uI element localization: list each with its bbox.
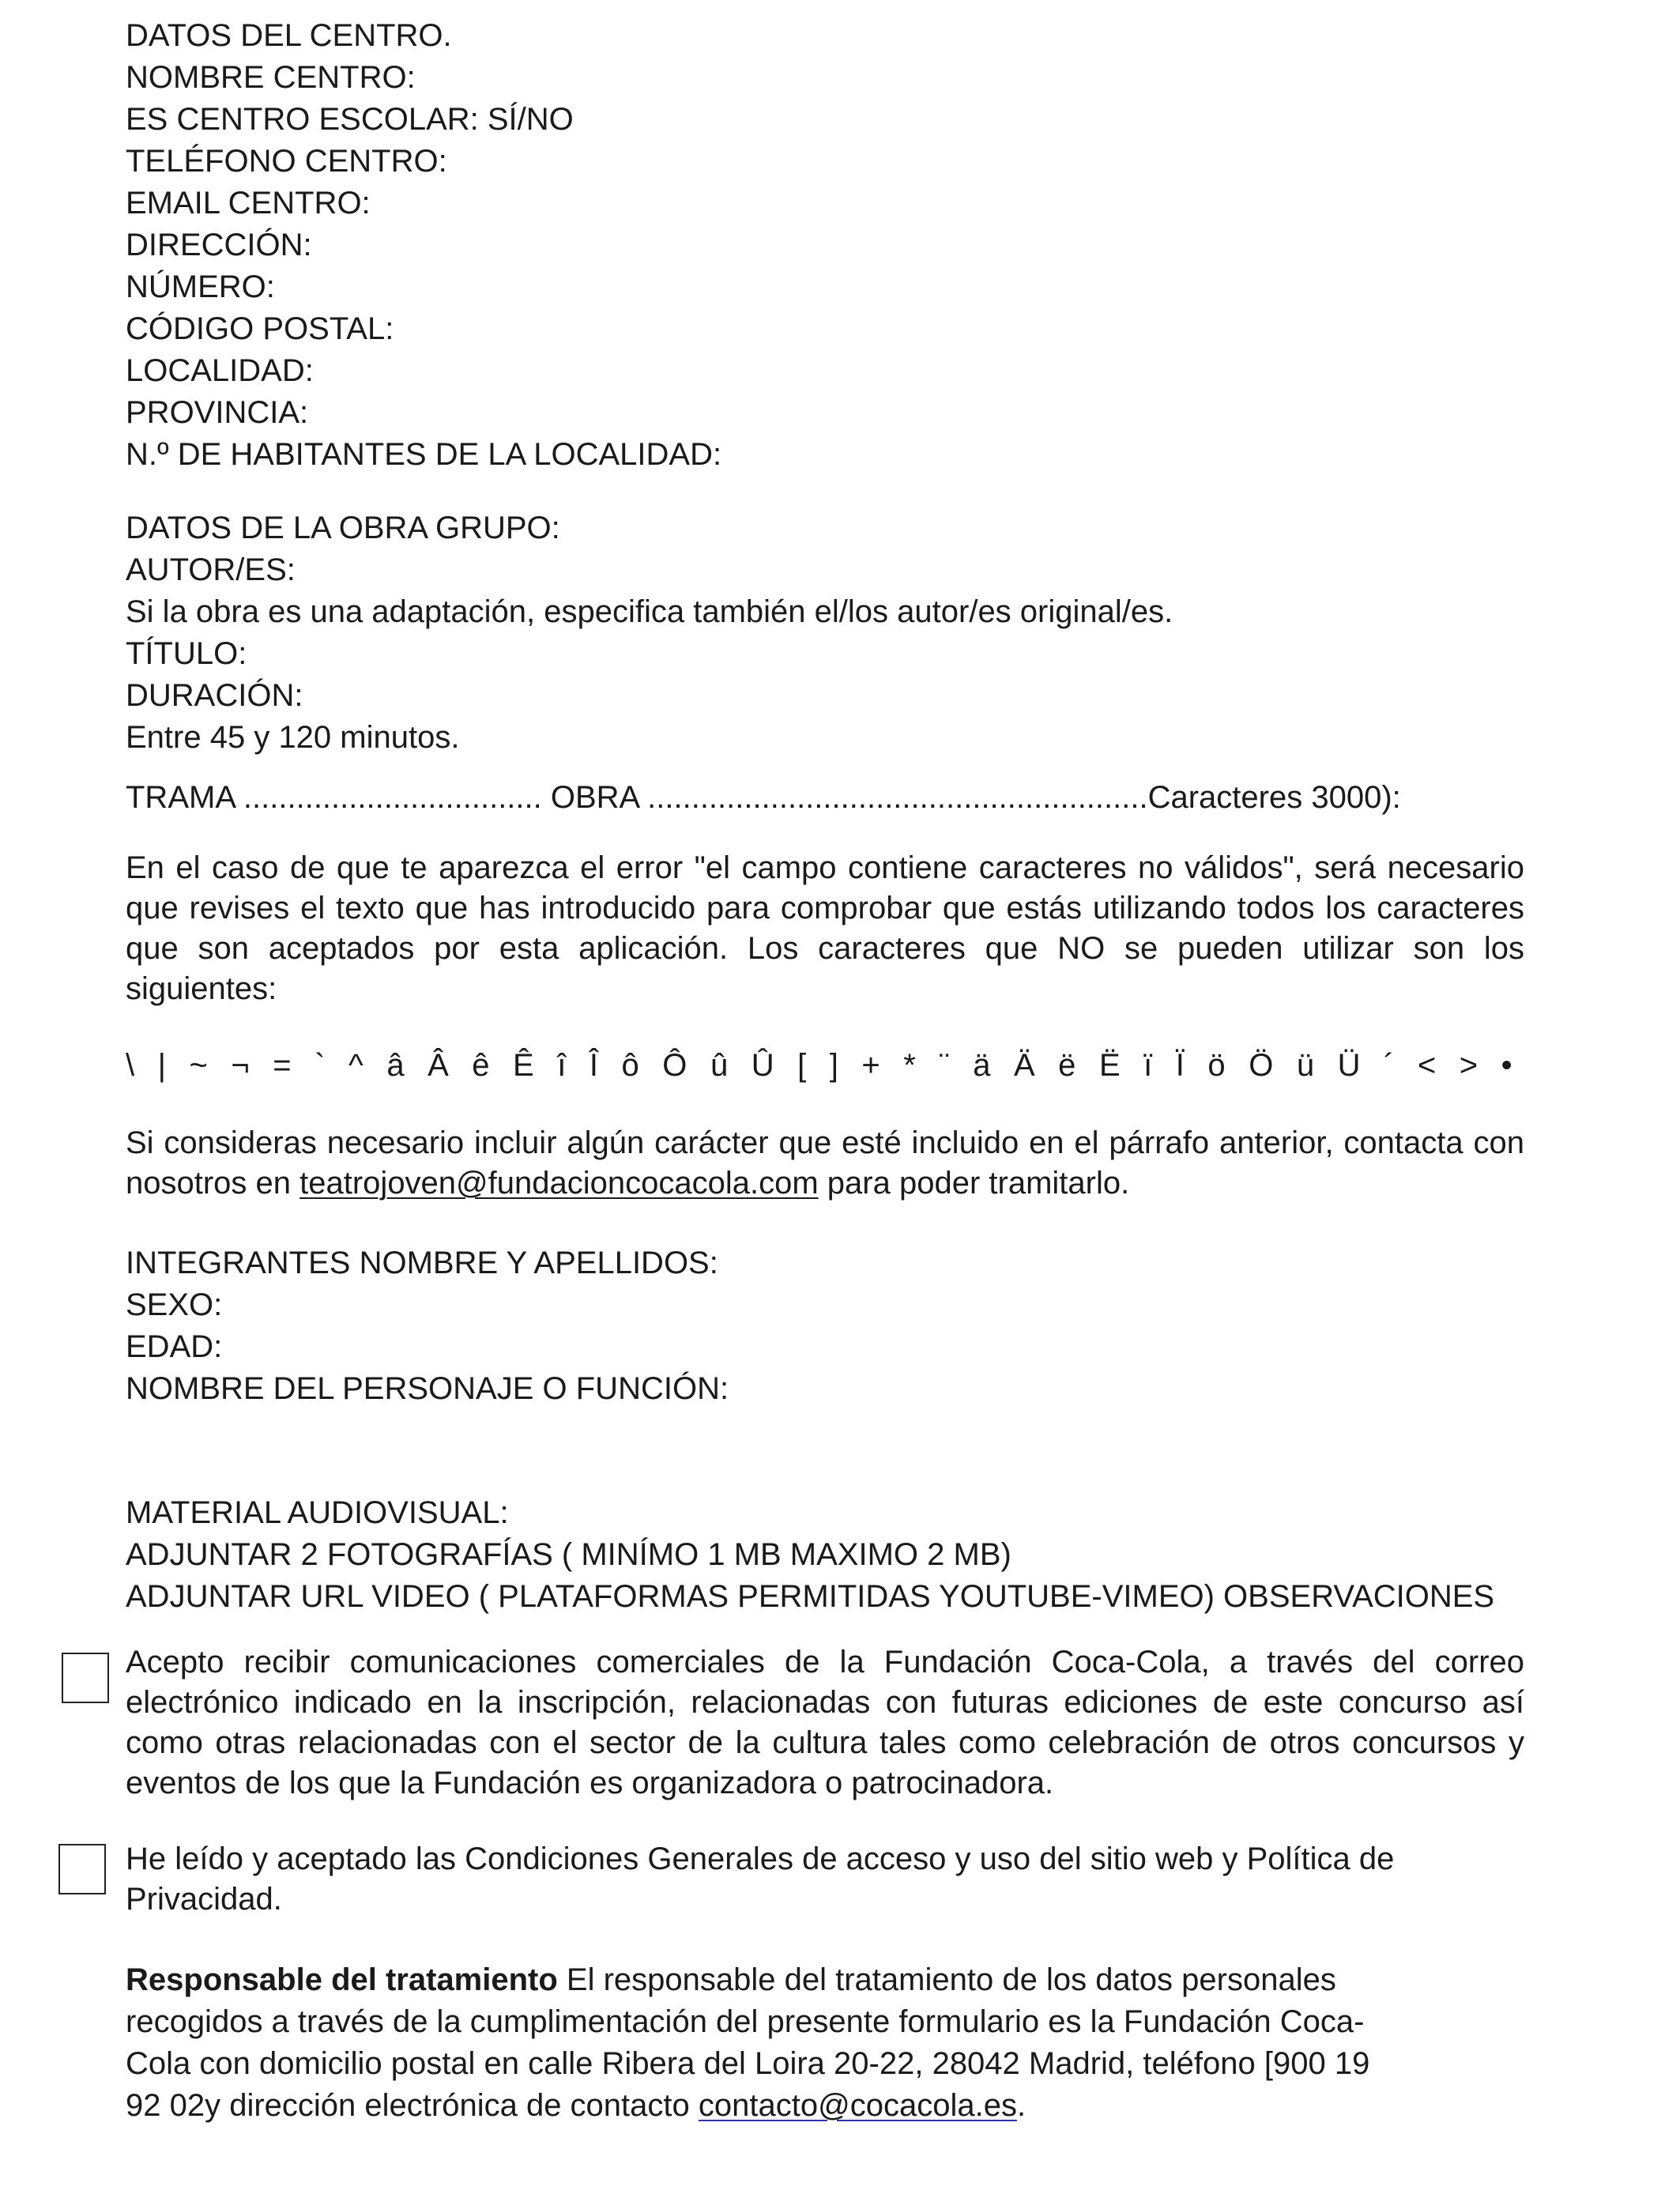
field-edad: EDAD: bbox=[126, 1329, 223, 1364]
responsable-title: Responsable del tratamiento bbox=[126, 1962, 558, 1997]
material-heading: MATERIAL AUDIOVISUAL: bbox=[126, 1495, 509, 1530]
field-duracion: DURACIÓN: bbox=[126, 678, 303, 713]
centro-heading: DATOS DEL CENTRO. bbox=[126, 18, 452, 53]
invalid-character: ä bbox=[973, 1048, 991, 1083]
field-nombre-centro: NOMBRE CENTRO: bbox=[126, 60, 416, 95]
field-autores: AUTOR/ES: bbox=[126, 552, 296, 587]
material-video-url: ADJUNTAR URL VIDEO ( PLATAFORMAS PERMITIDAS YOUTUBE-VIMEO) OBSERVACIONES bbox=[126, 1579, 1495, 1614]
invalid-character: Û bbox=[751, 1048, 774, 1083]
trama-label: TRAMA .................................. OBRA .........................................................Caracteres 3000): bbox=[126, 780, 1401, 815]
field-habitantes: N.º DE HABITANTES DE LA LOCALIDAD: bbox=[126, 437, 722, 472]
invalid-character: Ä bbox=[1013, 1048, 1035, 1083]
responsable-line-3: Cola con domicilio postal en calle Ribera del Loira 20-22, 28042 Madrid, teléfono [900 19 bbox=[126, 2046, 1370, 2081]
invalid-character: \ bbox=[126, 1048, 135, 1083]
invalid-character: + bbox=[861, 1048, 880, 1083]
field-provincia: PROVINCIA: bbox=[126, 395, 309, 430]
integrantes-heading: INTEGRANTES NOMBRE Y APELLIDOS: bbox=[126, 1246, 718, 1280]
invalid-character: ë bbox=[1058, 1048, 1076, 1083]
invalid-character: ¨ bbox=[939, 1048, 950, 1083]
invalid-character: â bbox=[386, 1048, 405, 1083]
field-sexo: SEXO: bbox=[126, 1287, 223, 1322]
field-localidad: LOCALIDAD: bbox=[126, 353, 314, 388]
invalid-character: Ô bbox=[662, 1048, 687, 1083]
responsable-line-1: El responsable del tratamiento de los datos personales bbox=[557, 1962, 1336, 1997]
invalid-character: ´ bbox=[1384, 1048, 1395, 1083]
field-centro-escolar: ES CENTRO ESCOLAR: SÍ/NO bbox=[126, 102, 574, 137]
invalid-character: • bbox=[1501, 1048, 1512, 1083]
invalid-character: ~ bbox=[189, 1048, 208, 1083]
invalid-character: > bbox=[1459, 1048, 1478, 1083]
material-section bbox=[126, 1492, 1674, 1618]
consent-marketing bbox=[126, 1642, 1524, 1804]
invalid-character: î bbox=[557, 1048, 567, 1083]
invalid-character: ü bbox=[1296, 1048, 1315, 1083]
obra-section bbox=[126, 507, 1540, 759]
obra-adaptacion-note: Si la obra es una adaptación, especifica también el/los autor/es original/es. bbox=[126, 594, 1173, 629]
invalid-character: [ bbox=[797, 1048, 807, 1083]
invalid-character: ô bbox=[621, 1048, 639, 1083]
field-telefono-centro: TELÉFONO CENTRO: bbox=[126, 144, 447, 179]
invalid-character: Ï bbox=[1175, 1048, 1185, 1083]
contact-notice bbox=[126, 1123, 1524, 1204]
invalid-character: ¬ bbox=[231, 1048, 250, 1083]
contact-notice-before: Si consideras necesario incluir algún carácter que esté incluido en el párrafo anterior, contacta con nosotros en bbox=[126, 1125, 1524, 1201]
invalid-characters-list bbox=[126, 1045, 1512, 1087]
invalid-character: Â bbox=[428, 1048, 449, 1083]
field-numero: NÚMERO: bbox=[126, 270, 275, 304]
contact-email-link[interactable]: teatrojoven@fundacioncocacola.com bbox=[299, 1166, 819, 1201]
field-personaje: NOMBRE DEL PERSONAJE O FUNCIÓN: bbox=[126, 1371, 729, 1406]
invalid-character: ö bbox=[1207, 1048, 1226, 1083]
field-titulo: TÍTULO: bbox=[126, 636, 247, 671]
consent-terms-checkbox[interactable] bbox=[58, 1844, 106, 1894]
responsable-line-2: recogidos a través de la cumplimentación del presente formulario es la Fundación Coca- bbox=[126, 2004, 1365, 2039]
invalid-characters-row bbox=[126, 1045, 1540, 1087]
invalid-character: = bbox=[273, 1048, 292, 1083]
field-direccion: DIRECCIÓN: bbox=[126, 228, 312, 262]
consent-terms-text: He leído y aceptado las Condiciones Generales de acceso y uso del sitio web y Política de Privacidad. bbox=[126, 1842, 1395, 1917]
invalid-character: ï bbox=[1143, 1048, 1153, 1083]
contact-notice-after: para poder tramitarlo. bbox=[818, 1166, 1130, 1201]
responsable-email-link[interactable]: contacto@cocacola.es bbox=[698, 2088, 1017, 2123]
field-codigo-postal: CÓDIGO POSTAL: bbox=[126, 311, 394, 346]
duracion-note: Entre 45 y 120 minutos. bbox=[126, 720, 460, 755]
invalid-character: ` bbox=[315, 1048, 326, 1083]
invalid-character: * bbox=[903, 1048, 916, 1083]
material-fotografias: ADJUNTAR 2 FOTOGRAFÍAS ( MINÍMO 1 MB MAXIMO 2 MB) bbox=[126, 1537, 1011, 1572]
consent-terms bbox=[126, 1839, 1524, 1920]
invalid-character: û bbox=[710, 1048, 729, 1083]
error-notice-text: En el caso de que te aparezca el error "el campo contiene caracteres no válidos", será necesario que revises el texto que has introducido para comprobar que estás utilizando todos los caracteres que son aceptados por esta aplicación. Los caracteres que NO se pueden utilizar son los siguientes: bbox=[126, 850, 1524, 1006]
invalid-character: ^ bbox=[348, 1048, 363, 1083]
error-notice bbox=[126, 848, 1524, 1009]
invalid-character: Ü bbox=[1337, 1048, 1361, 1083]
invalid-character: < bbox=[1417, 1048, 1437, 1083]
invalid-character: | bbox=[157, 1048, 167, 1083]
field-email-centro: EMAIL CENTRO: bbox=[126, 186, 371, 221]
invalid-character: ] bbox=[829, 1048, 838, 1083]
invalid-character: Ë bbox=[1098, 1048, 1121, 1083]
responsable-end: . bbox=[1016, 2088, 1026, 2123]
trama-line bbox=[126, 777, 1540, 819]
responsable-line-4: 92 02y dirección electrónica de contacto bbox=[126, 2088, 699, 2123]
obra-heading: DATOS DE LA OBRA GRUPO: bbox=[126, 511, 560, 545]
consent-marketing-checkbox[interactable] bbox=[62, 1653, 109, 1703]
invalid-character: Î bbox=[589, 1048, 599, 1083]
invalid-character: ê bbox=[472, 1048, 490, 1083]
integrantes-section bbox=[126, 1242, 1540, 1410]
consent-marketing-text: Acepto recibir comunicaciones comerciales de la Fundación Coca-Cola, a través del correo electrónico indicado en la inscripción, relacionadas con futuras ediciones de este concurso así como otras relacionadas con el sector de la cultura tales como celebración de otros concursos y eventos de los que la Fundación es organizadora o patrocinadora. bbox=[126, 1645, 1524, 1800]
invalid-character: Ö bbox=[1249, 1048, 1274, 1083]
centro-section bbox=[126, 15, 1540, 476]
responsable-section bbox=[126, 1960, 1540, 2128]
invalid-character: Ê bbox=[513, 1048, 534, 1083]
